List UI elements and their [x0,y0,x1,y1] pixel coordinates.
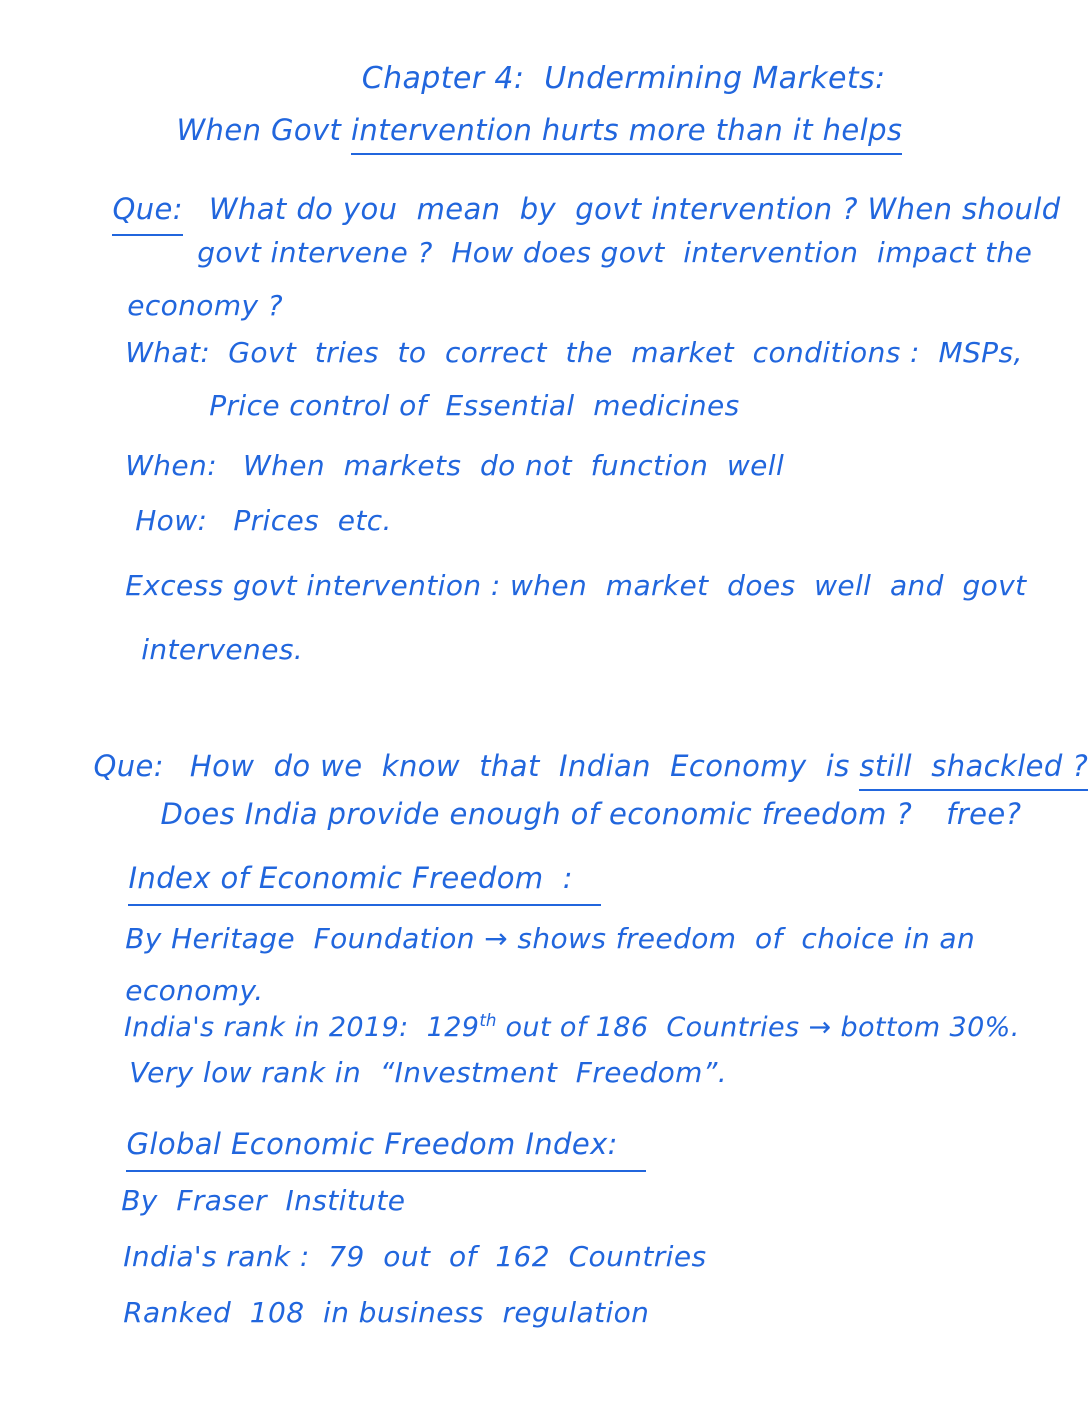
gefi-text-2: India's rank : 79 out of 162 Countries [123,1240,707,1273]
subtitle-underlined: intervention hurts more than it helps [351,113,902,155]
question-1-text-3: economy ? [127,289,284,322]
excess-note-line-2 [104,597,303,702]
question-1-label: Que: [112,191,182,235]
question-1-line-2 [160,200,1032,305]
how-label: How: [135,504,208,537]
question-2-text-plain: How do we know that Indian Economy is [189,749,860,784]
what-text-2: Price control of Essential medicines [209,389,740,422]
ief-rank-after: out of 186 Countries → bottom 30%. [496,1011,1020,1043]
gefi-heading-text: Global Economic Freedom Index: [126,1127,645,1172]
question-2-text-underlined: still shackled ? [859,749,1088,791]
subtitle-plain: When Govt [176,113,351,148]
ief-rank-before: India's rank in 2019: 129 [123,1011,480,1043]
ief-rank-ordinal: th [479,1009,497,1030]
when-text: When markets do not function well [243,449,785,482]
ief-heading-text: Index of Economic Freedom : [128,861,600,906]
question-1-text-2: govt intervene ? How does govt intervention impact the [197,236,1033,269]
what-text: Govt tries to correct the market conditions : MSPs, [228,336,1023,369]
ief-text-4: Very low rank in “Investment Freedom”. [129,1056,728,1089]
when-label: When: [125,449,218,482]
what-label: What: [125,336,211,369]
question-1-text-1: What do you mean by govt intervention ? When should [208,192,1061,227]
ief-text-2: economy. [125,974,264,1007]
chapter-title-text: Chapter 4: Undermining Markets: [361,60,886,96]
excess-note-text-1: Excess govt intervention : when market does well and govt [125,569,1027,602]
question-2-label: Que: [93,749,164,784]
question-2-margin-note: free? [946,797,1022,832]
ief-text-1: By Heritage Foundation → shows freedom of choice in an [125,922,976,955]
how-text: Prices etc. [233,504,392,537]
gefi-text-1: By Fraser Institute [121,1184,406,1217]
gefi-line-3 [86,1260,649,1365]
question-2-text-2: Does India provide enough of economic freedom ? [160,797,913,832]
gefi-text-3: Ranked 108 in business regulation [123,1296,650,1329]
excess-note-text-2: intervenes. [141,633,304,666]
